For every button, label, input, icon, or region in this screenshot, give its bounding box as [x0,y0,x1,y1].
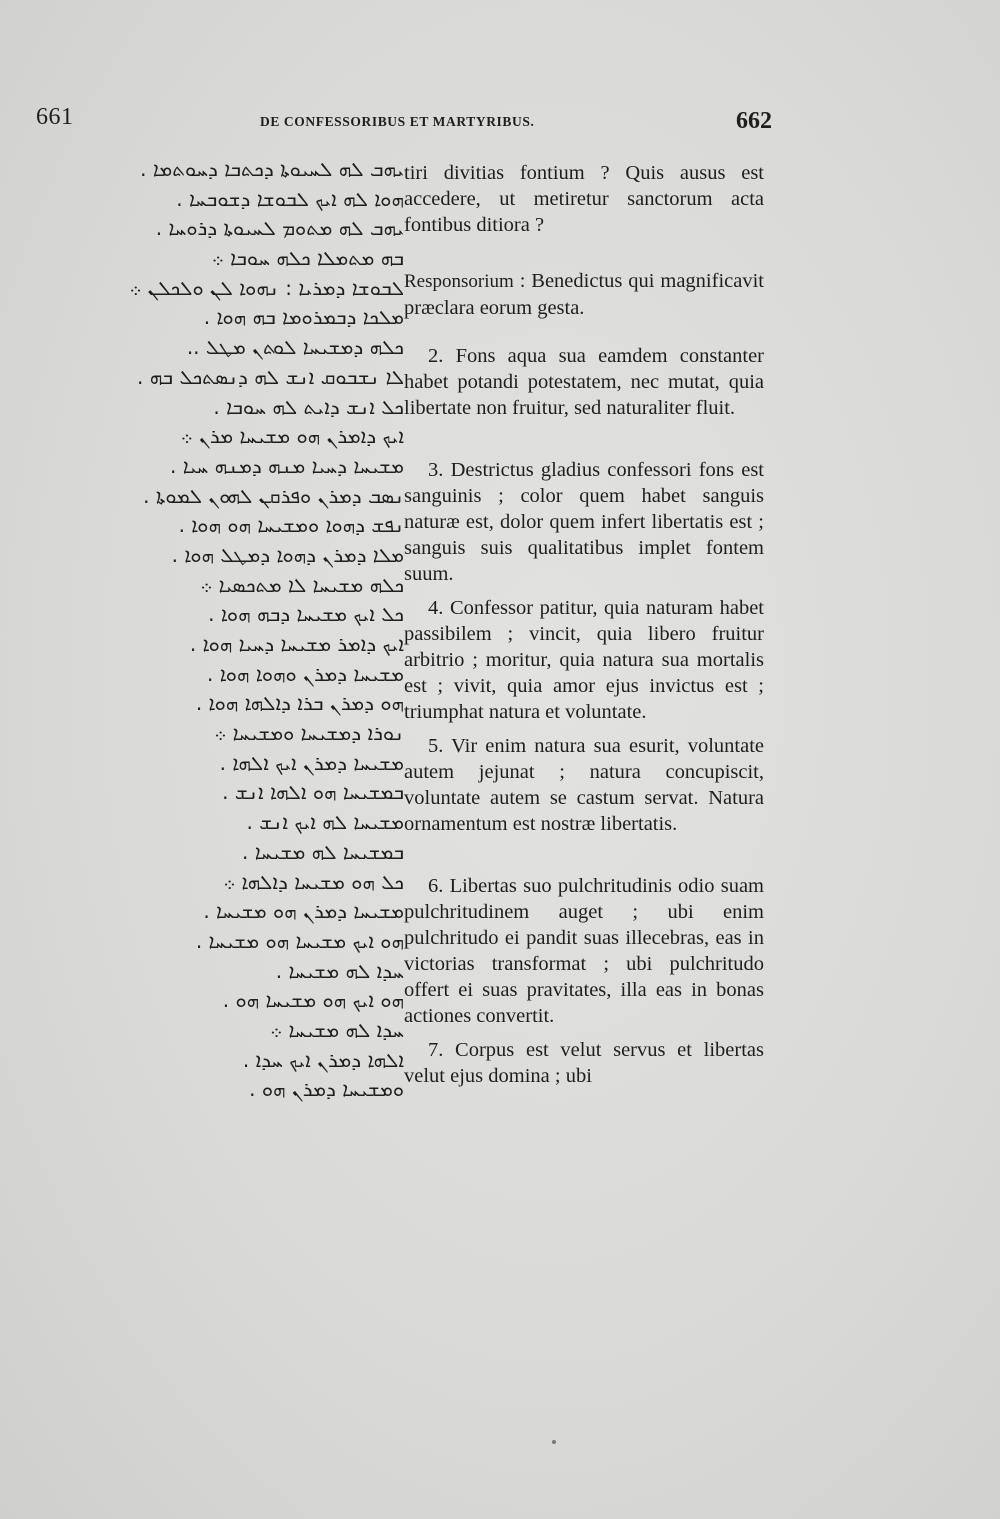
syriac-line: ܗܘ ܐܝܟ ܡܫܝܚܐ ܗܘ ܡܫܝܚܐ . [195,928,404,953]
print-speck [552,1440,556,1444]
latin-paragraph-5: 5. Vir enim natura sua esurit, voluntate autem jejunat ; natura concupiscit, voluntate autem se castum servat. Natura ornamentum est nostræ libertatis. [404,735,764,835]
syriac-line: ܝܗܒ ܠܗ ܠܚܝܘܬܐ ܕܟܬܒܐ ܕܚܘܬܡܐ . [140,157,404,181]
latin-paragraph-1: tiri divitias fontium ? Quis ausus est accedere, ut metiretur sanctorum acta fontibus ditiora ? [404,162,764,236]
syriac-line: ܢܘܪܐ ܕܡܫܝܚܐ ܘܡܫܝܚܐ ܀ [214,721,404,746]
syriac-line: ܟܠܗ ܕܡܫܝܚܐ ܠܘܬܢ ܡܛܠ .. [186,335,404,360]
responsorium-label: Responsorium [404,271,514,292]
syriac-line: ܢܣܒ ܕܡܪܢ ܘܦܪܩܢ ܠܗܘܢ ܠܡܘܬܐ . [143,483,404,508]
syriac-line: ܡܫܝܚܐ ܠܗ ܐܝܟ ܐܢܫ . [246,810,404,835]
syriac-line: ܐܝܟ ܕܐܡܪܢ ܗܘ ܡܫܝܚܐ ܡܪܢ ܀ [180,424,404,449]
latin-paragraph-2: 2. Fons aqua sua eamdem constanter habet potandi potestatem, nec mutat, quia libertate non fruitur, sed naturaliter fluit. [404,345,764,419]
responsorium [404,268,764,321]
syriac-line: ܐܠܗܐ ܕܡܪܢ ܐܝܟ ܚܕܐ . [242,1047,404,1072]
syriac-line: ܘܡܫܝܚܐ ܕܡܪܢ ܗܘ . [249,1077,404,1102]
responsorium-text: : Benedictus qui magnificavit præclara eorum gesta. [404,270,764,319]
syriac-line: ܡܫܝܚܐ ܕܚܝܐ ܡܢܗ ܕܡܢܗ ܚܝܐ . [169,453,404,478]
right-page-number: 662 [736,108,772,134]
syriac-line: ܗܘ ܐܝܟ ܗܘ ܡܫܝܚܐ ܗܘ . [222,988,404,1013]
syriac-line: ܝܗܒ ܠܗ ܡܬܘܡ ܠܚܝܘܬܐ ܕܪܘܚܐ . [155,216,404,241]
syriac-line: ܟܠ ܗܘ ܡܫܝܚܐ ܕܐܠܗܐ ܀ [223,869,404,894]
syriac-line: ܠܐ ܢܫܒܘܩ ܐܢܫ ܠܗ ܕܢܣܬܟܠ ܒܗ . [137,364,404,389]
latin-paragraph-3: 3. Destrictus gladius confessori fons est sanguinis ; color quem habet sanguis naturæ est, dolor quem infert libertatis est ; sanguis suis qualitatibus implet fontem suum. [404,459,764,585]
syriac-line: ܗܘܐ ܠܗ ܐܝܟ ܠܒܘܫܐ ܕܫܘܒܚܐ . [176,186,404,211]
syriac-line: ܒܡܫܝܚܐ ܠܗ ܡܫܝܚܐ . [242,839,404,864]
syriac-line: ܡܠܐ ܕܡܪܢ ܕܗܘܐ ܕܡܛܠ ܗܘܐ . [171,542,404,567]
latin-text-column [404,160,764,1089]
latin-paragraph-4: 4. Confessor patitur, quia naturam habet passibilem ; vincit, quia libero fruitur arbitrio ; moritur, quia natura sua mortalis est ; vivit, quia amor ejus invictus est ; triumphat natura et voluntate. [404,597,764,723]
syriac-line: ܟܠ ܐܝܟ ܡܫܝܚܐ ܕܒܗ ܗܘܐ . [208,602,404,627]
syriac-line: ܢܦܫ ܕܗܘܐ ܘܡܫܝܚܐ ܗܘ ܗܘܐ . [178,513,404,538]
syriac-line: ܗܘ ܕܡܪܢ ܒܪܐ ܕܐܠܗܐ ܗܘܐ . [195,691,404,716]
syriac-line: ܡܫܝܚܐ ܕܡܪܢ ܘܗܘܐ ܗܘܐ . [207,661,404,686]
syriac-line: ܟܠܗ ܡܫܝܚܐ ܠܐ ܡܬܟܣܝܐ ܀ [200,572,404,597]
syriac-line: ܒܡܫܝܚܐ ܗܘ ܐܠܗܐ ܐܢܫ . [222,780,404,805]
latin-paragraph-6: 6. Libertas suo pulchritudinis odio suam pulchritudinem auget ; ubi enim pulchritudo ei pandit suas illecebras, eas in victorias transformat ; ubi pulchritudo offert ei suas pravitates, illa eas in bonas actiones convertit. [404,875,764,1027]
syriac-line: ܡܫܝܚܐ ܕܡܪܢ ܐܝܟ ܐܠܗܐ . [219,750,404,775]
syriac-line: ܡܫܝܚܐ ܕܡܪܢ ܗܘ ܡܫܝܚܐ . [203,899,404,924]
syriac-line: ܚܕܐ ܠܗ ܡܫܝܚܐ ܀ [270,1017,404,1042]
page-header [36,100,772,140]
syriac-line: ܐܝܟ ܕܐܡܪ ܡܫܝܚܐ ܕܚܝܐ ܗܘܐ . [189,632,404,656]
running-title: DE CONFESSORIBUS ET MARTYRIBUS. [260,114,535,129]
syriac-line: ܠܒܘܫܐ ܕܡܪܝܐ : ܢܗܘܐ ܠܢ ܘܠܟܠܢ ܀ [129,275,404,300]
syriac-line: ܟܠ ܐܢܫ ܕܐܝܬ ܠܗ ܚܘܒܐ . [213,394,404,419]
syriac-line: ܚܕܐ ܠܗ ܡܫܝܚܐ . [275,958,404,983]
syriac-line: ܡܠܟܐ ܕܒܡܪܘܡܐ ܒܗ ܗܘܐ . [203,305,404,330]
left-page-number: 661 [36,104,74,130]
syriac-text-column [64,155,404,1105]
syriac-line: ܒܗ ܡܬܡܠܐ ܟܠܗ ܚܘܒܐ ܀ [211,246,404,271]
latin-paragraph-7: 7. Corpus est velut servus et libertas velut ejus domina ; ubi [404,1039,764,1087]
